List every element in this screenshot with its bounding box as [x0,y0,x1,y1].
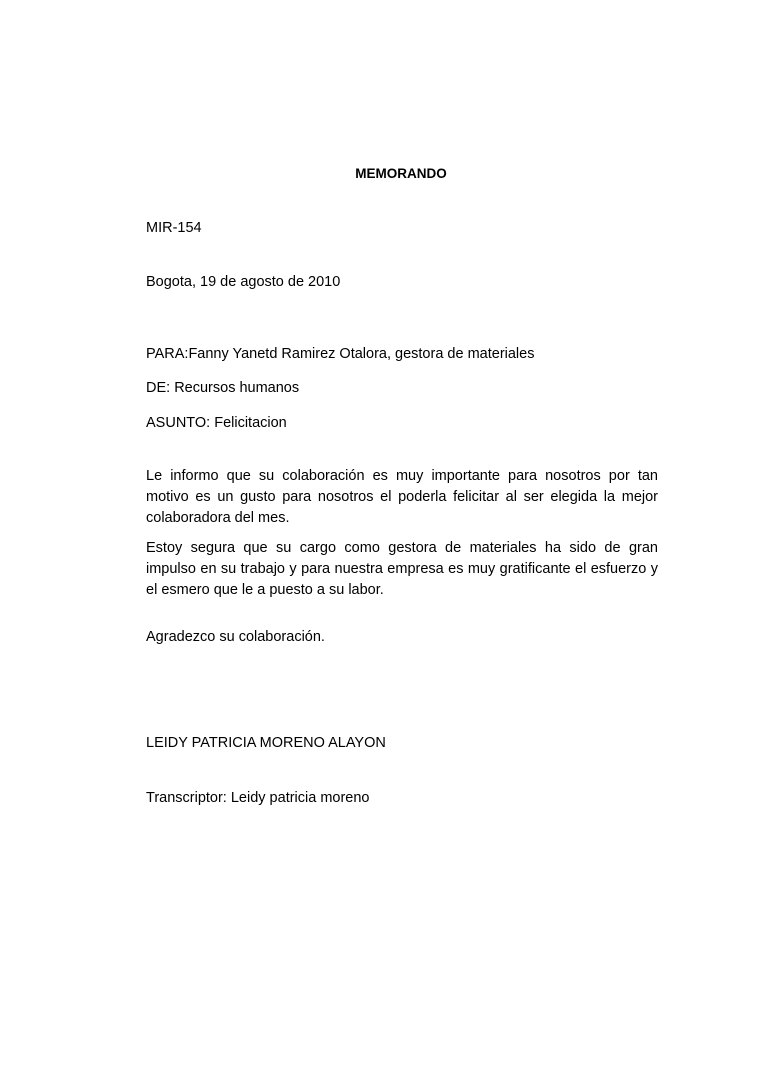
memo-date: Bogota, 19 de agosto de 2010 [146,274,341,290]
memo-transcriptor: Transcriptor: Leidy patricia moreno [146,790,370,806]
memo-body-paragraph-2: Estoy segura que su cargo como gestora de materiales ha sido de gran impulso en su trabajo y para nuestra empresa es muy gratificante el esfuerzo y el esmero que le a puesto a su labor. [146,540,658,598]
memo-signature: LEIDY PATRICIA MORENO ALAYON [146,735,386,751]
memo-reference: MIR-154 [146,220,202,236]
memo-title: MEMORANDO [355,166,447,181]
memo-body-paragraph-1: Le informo que su colaboración es muy importante para nosotros por tan motivo es un gusto para nosotros el poderla felicitar al ser elegida la mejor colaboradora del mes. [146,468,658,526]
memo-closing: Agradezco su colaboración. [146,629,325,645]
memo-subject: ASUNTO: Felicitacion [146,415,287,431]
memo-to: PARA:Fanny Yanetd Ramirez Otalora, gestora de materiales [146,346,535,362]
memo-from: DE: Recursos humanos [146,380,300,396]
